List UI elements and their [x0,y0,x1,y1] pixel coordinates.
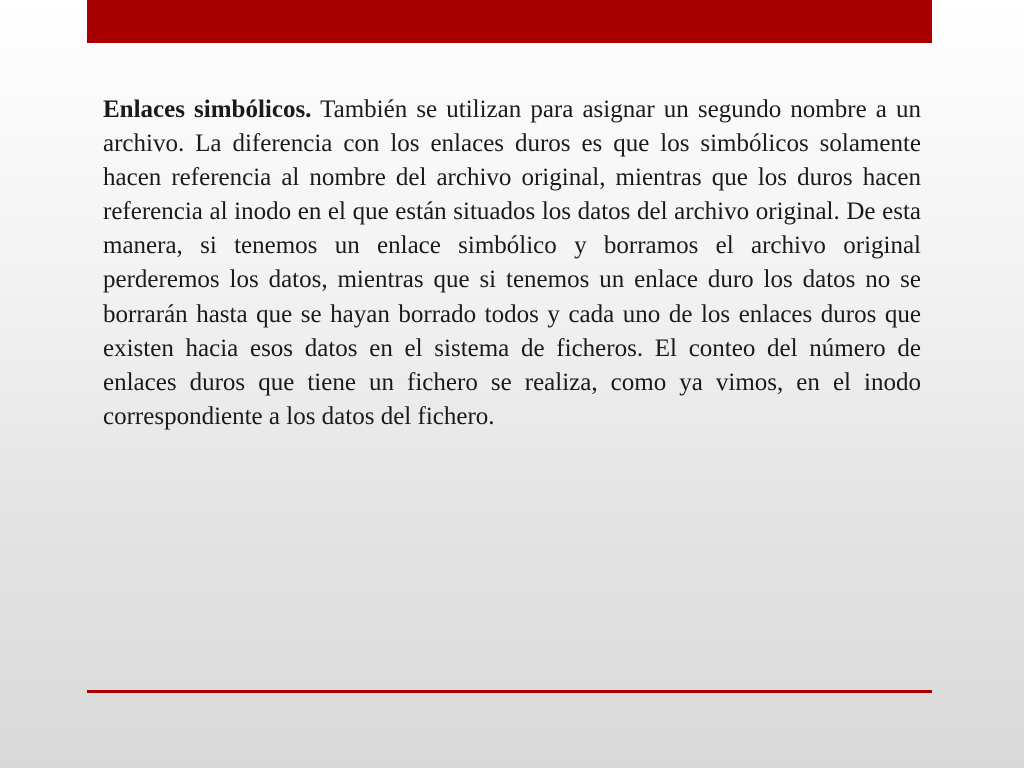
slide-body-text [103,93,921,434]
slide-paragraph: También se utilizan para asignar un segundo nombre a un archivo. La diferencia con los enlaces duros es que los simbólicos solamente hacen referencia al nombre del archivo original, mientras que los duros hacen referencia al inodo en el que están situados los datos del archivo original. De esta manera, si tenemos un enlace simbólico y borramos el archivo original perderemos los datos, mientras que si tenemos un enlace duro los datos no se borrarán hasta que se hayan borrado todos y cada uno de los enlaces duros que existen hacia esos datos en el sistema de ficheros. El conteo del número de enlaces duros que tiene un fichero se realiza, como ya vimos, en el inodo correspondiente a los datos del fichero. [103,96,921,430]
bottom-accent-line [87,690,932,693]
slide-heading: Enlaces simbólicos. [103,96,312,123]
top-accent-bar [87,0,932,43]
